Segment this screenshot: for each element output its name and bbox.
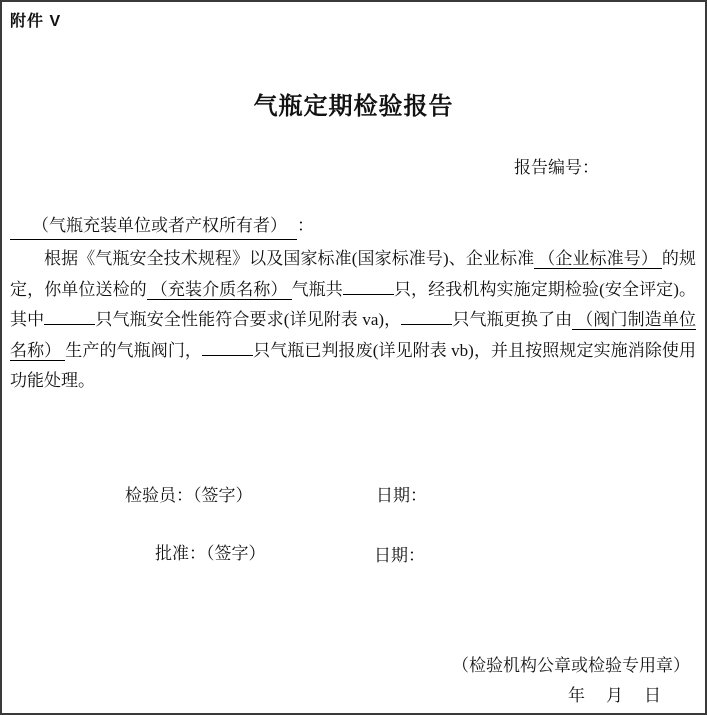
blank-fill-scrapped-count — [202, 338, 253, 356]
paragraph-segment: 的规定，你单位送检的 — [10, 249, 697, 299]
date-line: 年 月 日 — [568, 686, 663, 705]
addressee-line — [10, 213, 696, 240]
attachment-label: 附件 V — [10, 13, 62, 30]
paragraph-segment: 只气瓶更换了由 — [452, 310, 573, 329]
addressee-underlined-text: （气瓶充装单位或者产权所有者） — [10, 213, 297, 240]
blank-fill-valve-replaced-count — [401, 307, 452, 325]
paragraph-segment: 只气瓶已判报废(详见附表 vb)，并且按照规定实施消除使用功能处理。 — [10, 340, 697, 390]
inspector-date-label: 日期： — [376, 486, 427, 505]
stamp-note: （检验机构公章或检验专用章） — [452, 656, 690, 675]
blank-fill-passed-count — [44, 307, 95, 325]
blank-fill-total-count — [343, 277, 394, 295]
addressee-colon: ： — [297, 216, 314, 235]
approver-date-label: 日期： — [374, 546, 425, 565]
paragraph-segment: 根据《气瓶安全技术规程》以及国家标准(国家标准号)、企业标准 — [44, 249, 535, 268]
report-number-label: 报告编号： — [514, 158, 599, 177]
approver-signature-label: 批准：（签字） — [155, 544, 266, 563]
body-paragraph — [10, 244, 696, 397]
paragraph-segment: 气瓶共 — [291, 279, 343, 299]
underlined-placeholder-enterprise-standard: （企业标准号） — [534, 249, 662, 269]
paragraph-segment: 生产的气瓶阀门， — [65, 340, 203, 360]
underlined-placeholder-filling-medium: （充装介质名称） — [147, 280, 292, 300]
underlined-placeholder-valve-manufacturer: （阀门制造单位名称） — [10, 310, 697, 360]
paragraph-segment: 只气瓶安全性能符合要求(详见附表 va)， — [95, 310, 402, 329]
page-title: 气瓶定期检验报告 — [253, 93, 454, 120]
inspector-signature-label: 检验员：（签字） — [125, 486, 253, 505]
paragraph-segment: 只，经我机构实施定期检验(安全评定)。其中 — [10, 279, 697, 329]
